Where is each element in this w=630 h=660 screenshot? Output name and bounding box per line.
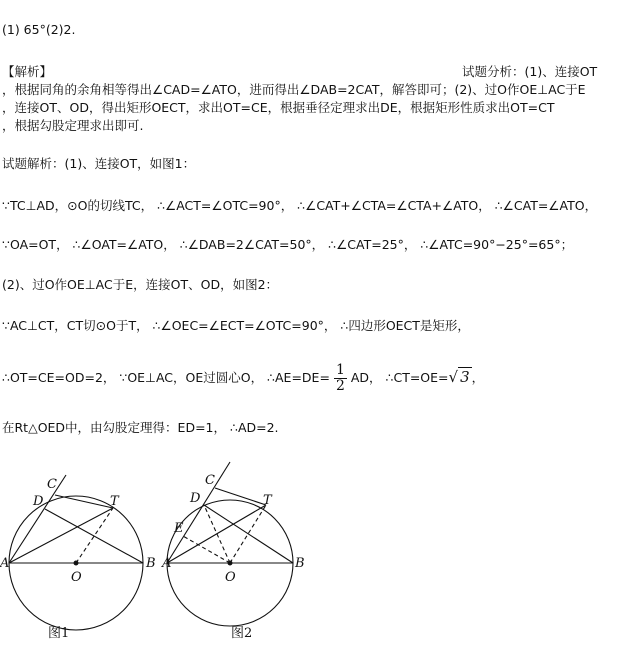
one-half-fraction xyxy=(334,363,347,394)
fig1-center-dot xyxy=(74,561,79,566)
solution-step-2: ∵OA=OT， ∴∠OAT=∠ATO， ∴∠DAB=2∠CAT=50°， ∴∠CAT=25°， ∴∠ATC=90°−25°=65°； xyxy=(2,237,574,252)
solution-part-2: (2)、过O作OE⊥AC于E，连接OT、OD，如图2： xyxy=(2,277,279,292)
fig2-label-e: E xyxy=(174,521,184,536)
analysis-line-4: ，根据勾股定理求出即可. xyxy=(2,118,144,133)
fig1-label-o: O xyxy=(71,570,82,585)
analysis-line-2: ，根据同角的余角相等得出∠CAD=∠ATO，进而得出∠DAB=2CAT，解答即可；(2)、过O作OE⊥AC于E xyxy=(2,82,586,97)
step-4-part-c: ， xyxy=(471,370,485,385)
fig2-line-ac xyxy=(167,462,230,563)
sqrt-three xyxy=(449,367,472,386)
fig1-chord-at xyxy=(9,508,113,563)
figure-1-caption: 图1 xyxy=(48,626,70,641)
solution-step-5: 在Rt△OED中，由勾股定理得：ED=1， ∴AD=2. xyxy=(2,420,279,435)
fig2-label-o: O xyxy=(225,570,236,585)
figure-1-diagram xyxy=(0,465,160,615)
fig2-label-d: D xyxy=(190,491,201,506)
figure-2-diagram xyxy=(163,460,323,610)
solution-intro: 试题解析：(1)、连接OT，如图1： xyxy=(2,156,196,171)
solution-step-3: ∵AC⊥CT，CT切⊙O于T， ∴∠OEC=∠ECT=∠OTC=90°， ∴四边形OECT是矩形， xyxy=(2,318,470,333)
fig1-label-b: B xyxy=(146,556,156,571)
analysis-label: 试题分析：(1)、连接OT xyxy=(462,64,598,79)
answer-line: (1) 65°(2)2. xyxy=(2,22,76,37)
analysis-line-3: ，连接OT、OD，得出矩形OECT，求出OT=CE，根据垂径定理求出DE，根据矩形性质求出OT=CT xyxy=(2,100,555,115)
figure-2-caption: 图2 xyxy=(231,626,253,641)
fig1-label-a: A xyxy=(0,556,10,571)
fig2-label-c: C xyxy=(205,473,215,488)
fig1-segment-ot xyxy=(76,508,113,563)
fig2-label-a: A xyxy=(162,556,172,571)
fig1-label-d: D xyxy=(33,494,44,509)
fig1-line-ac xyxy=(9,475,66,563)
fig2-tangent-ct xyxy=(215,488,266,505)
fraction-denominator: 2 xyxy=(335,378,345,394)
sqrt-radicand: 3 xyxy=(460,368,470,386)
fraction-numerator: 1 xyxy=(335,362,345,378)
step-4-part-a: ∴OT=CE=OD=2， ∵OE⊥AC，OE过圆心O， ∴AE=DE= xyxy=(2,370,330,385)
fig2-label-t: T xyxy=(263,493,272,508)
solution-step-1: ∵TC⊥AD，⊙O的切线TC， ∴∠ACT=∠OTC=90°， ∴∠CAT+∠CTA=∠CTA+∠ATO， ∴∠CAT=∠ATO， xyxy=(2,198,598,213)
solution-step-4 xyxy=(2,360,484,395)
fig2-label-b: B xyxy=(295,556,305,571)
fig1-label-t: T xyxy=(110,494,119,509)
fig2-center-dot xyxy=(228,561,233,566)
fig1-label-c: C xyxy=(47,477,57,492)
sqrt-sign: √ xyxy=(448,368,459,386)
analysis-heading: 【解析】 xyxy=(2,64,53,79)
step-4-part-b: AD， ∴CT=OE= xyxy=(350,370,449,385)
